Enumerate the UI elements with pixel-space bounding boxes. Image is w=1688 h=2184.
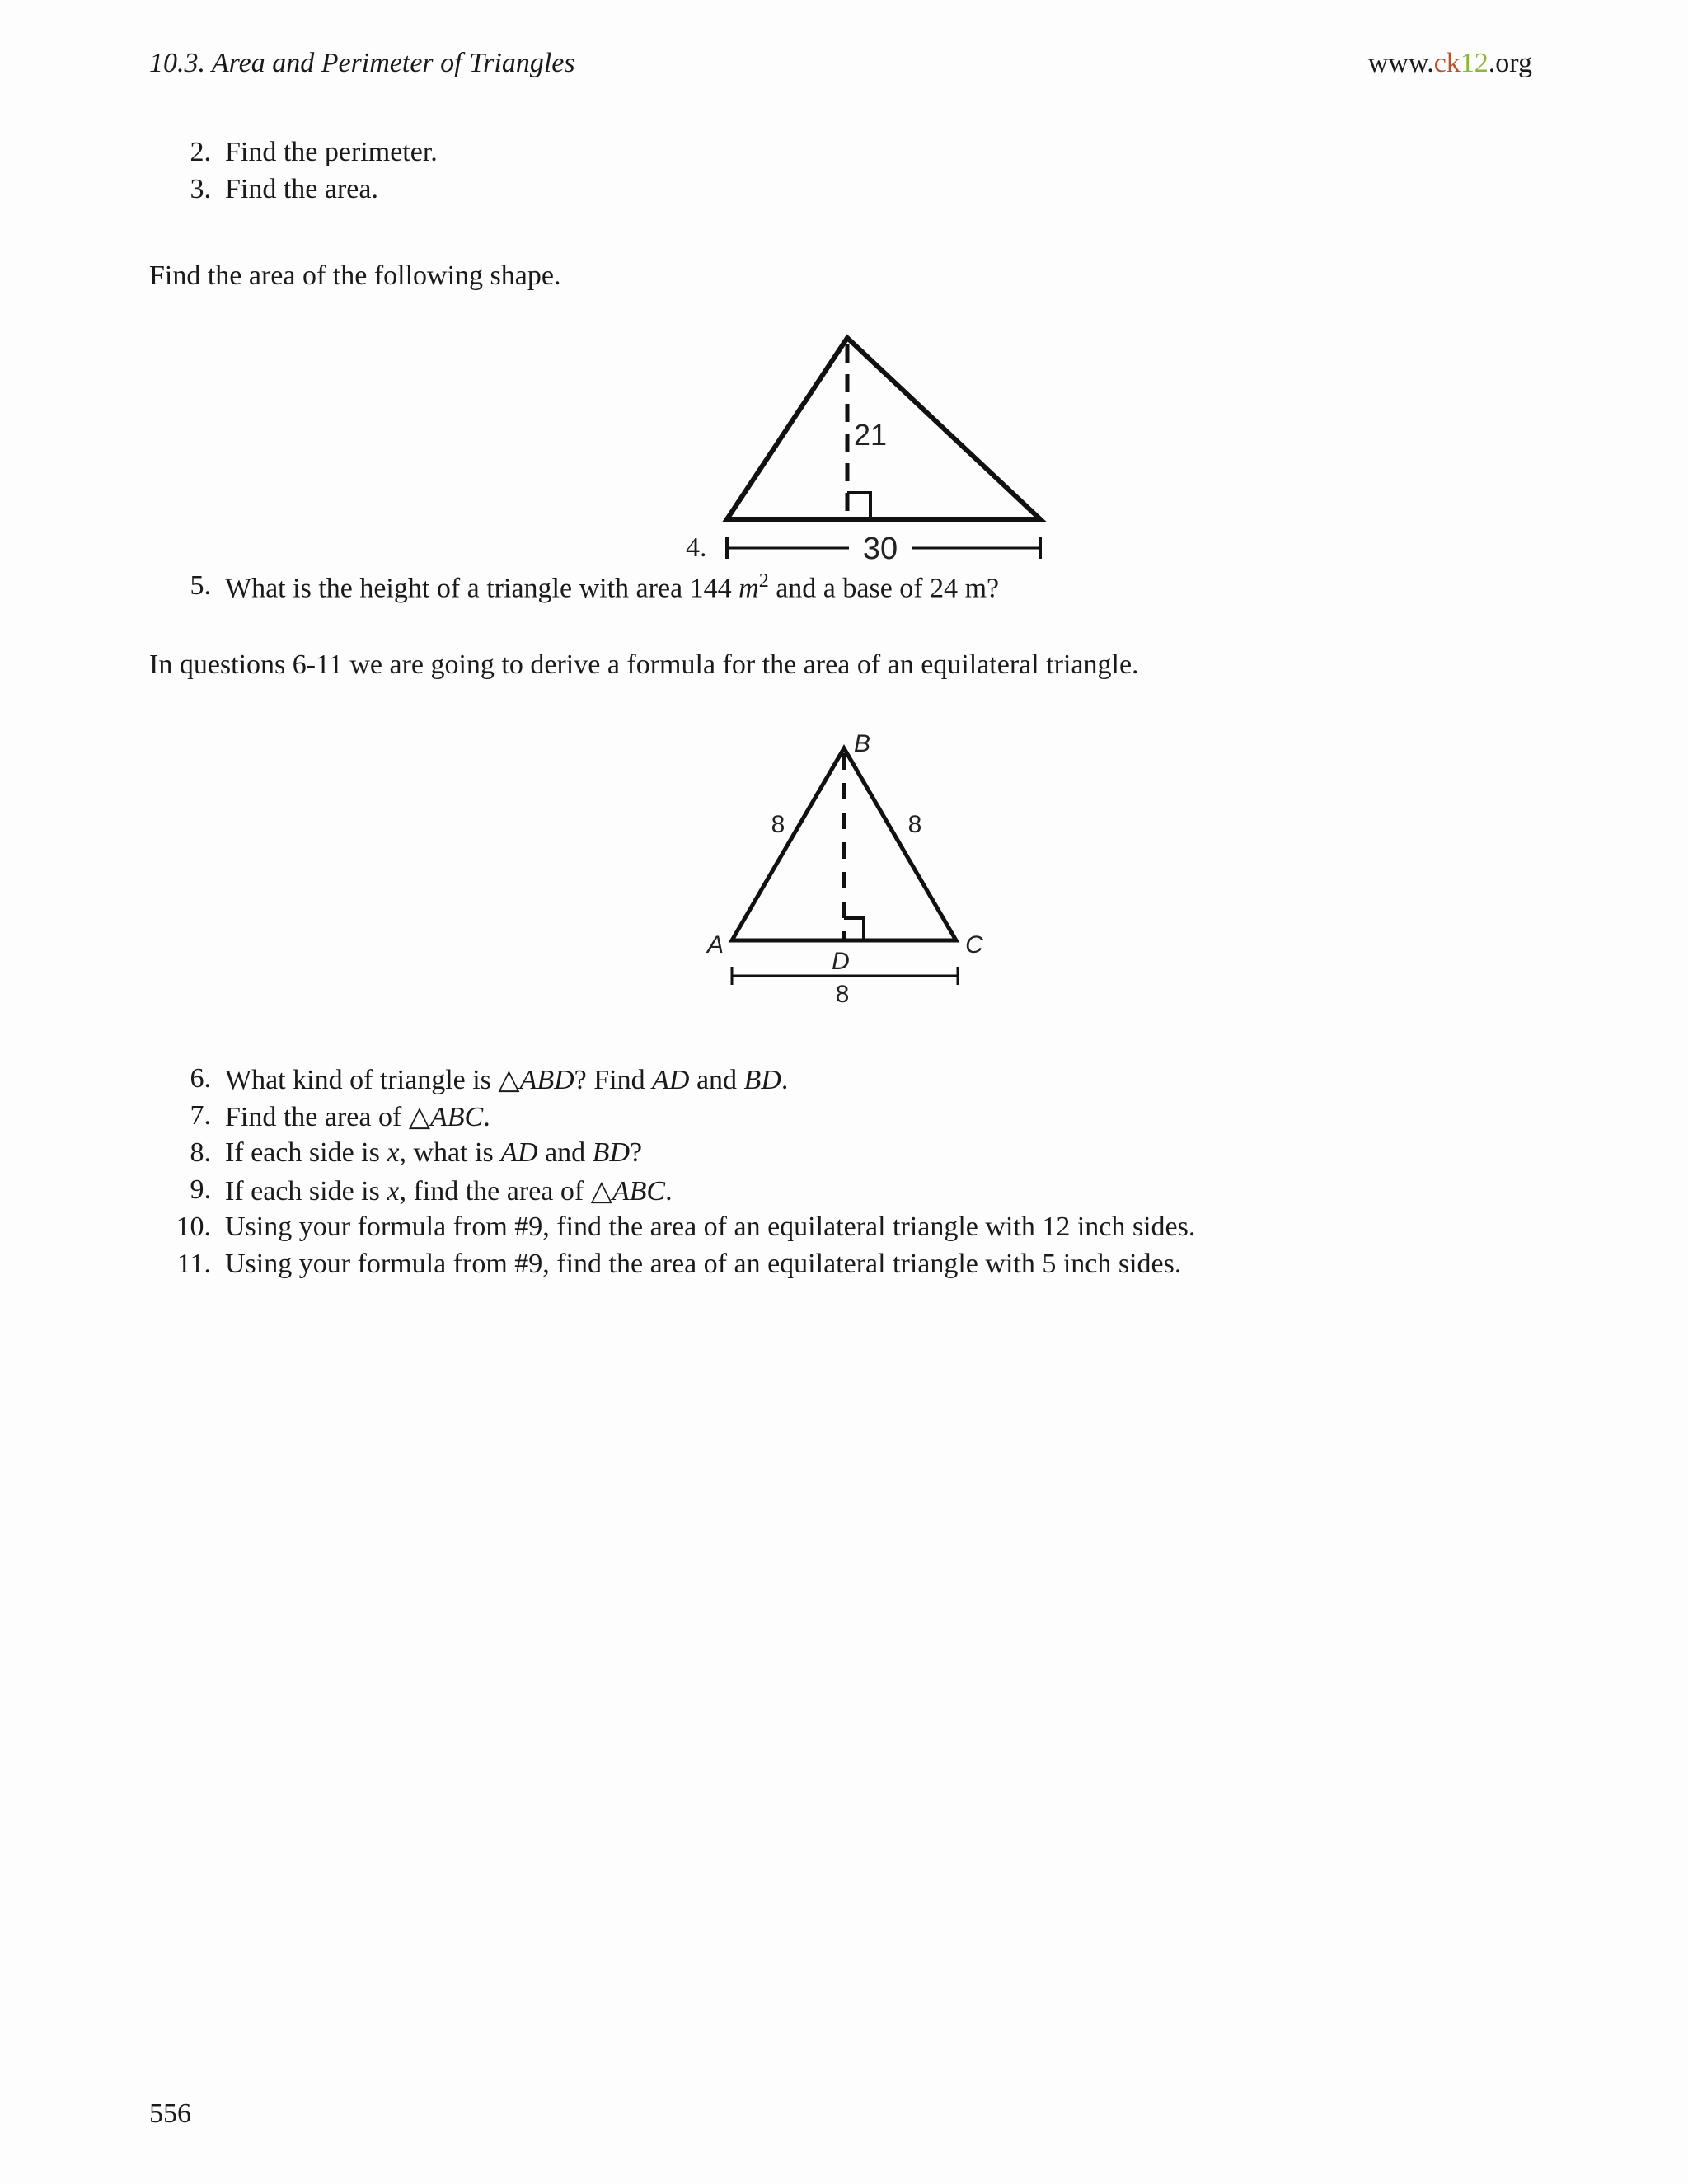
vertex-label-b: B [853, 730, 871, 757]
foot-label-d: D [832, 948, 850, 975]
side-label-ab: 8 [771, 811, 785, 838]
vertex-label-c: C [965, 931, 983, 958]
vertex-label-a: A [706, 931, 724, 958]
height-label: 21 [854, 418, 888, 452]
page-number: 556 [149, 2098, 191, 2129]
right-angle-marker [844, 918, 864, 939]
side-label-bc: 8 [907, 811, 922, 838]
instruction-text: Find the area of the following shape. [149, 260, 561, 291]
running-header-section: 10.3. Area and Perimeter of Triangles [149, 48, 575, 78]
triangle-figure-2 [692, 717, 1006, 1014]
right-angle-marker [847, 493, 870, 518]
running-header-site: www.ck12.org [1367, 48, 1532, 78]
side-label-ac: 8 [835, 981, 850, 1008]
instruction-text: In questions 6-11 we are going to derive a formula for the area of an equilateral triangle. [149, 649, 1139, 680]
base-label: 30 [862, 532, 898, 566]
item-number-4: 4. [686, 532, 707, 563]
triangle-figure-1 [709, 321, 1055, 569]
